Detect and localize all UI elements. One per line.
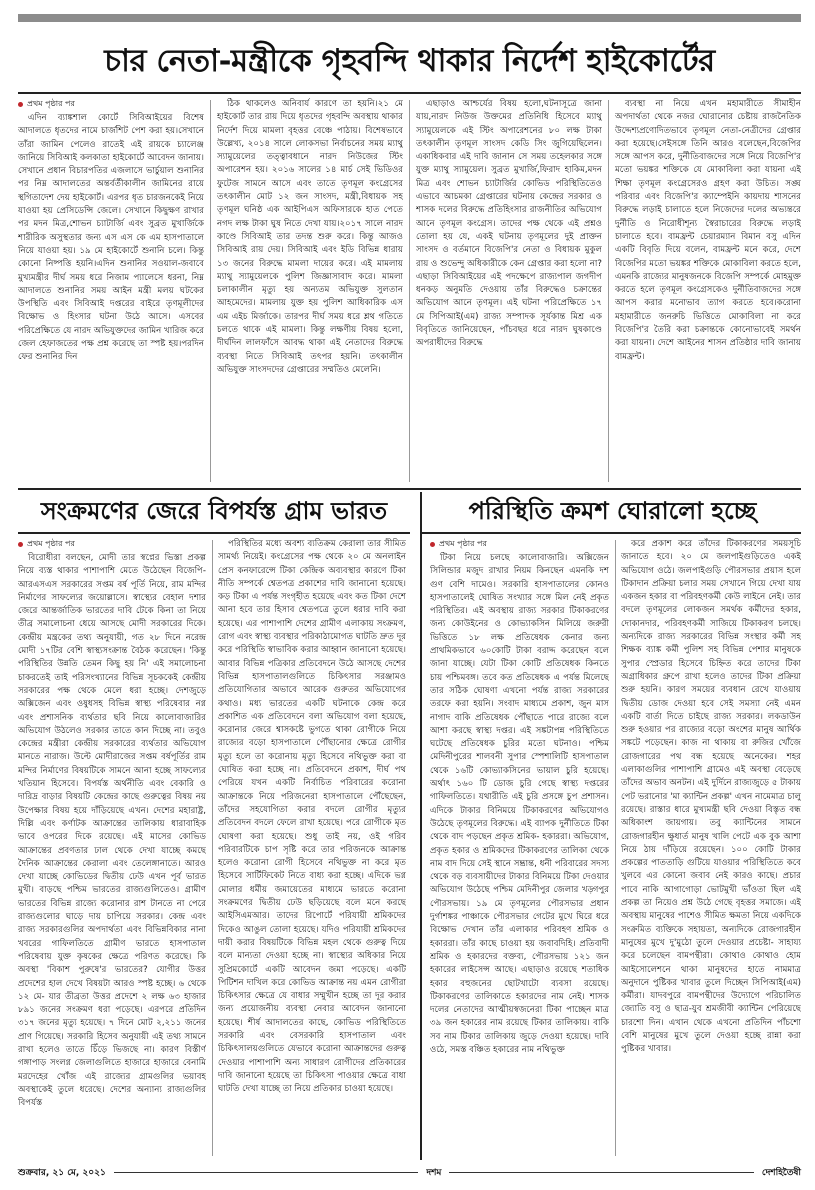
column-divider [409, 100, 410, 482]
top-gray-bar [18, 14, 801, 22]
right-story-headline: পরিস্থিতি ক্রমশ ঘোরালো হচ্ছে [468, 496, 757, 525]
left-headline-rule [18, 532, 410, 534]
left-story-column [218, 538, 406, 1158]
column-text: বিরোধীরা বলছেন, মোদী তার স্বপ্নের ভিস্তা প্রকল্প নিয়ে ব্যস্ত থাকার পাশাপাশি মেতে উঠেছেন বিজেপি-আরএসএস সরকারের সপ্তম বর্ষ পূর্তি নিয়ে, রাম মন্দির নির্মাণের সাফল্যের জয়োল্লাসে। স্বাস্থ্যের বেহাল দশার জেরে আন্তর্জাতিক ভারতের দাবি টেকে কিনা তা নিয়ে তীব্র সমালোচনা ধেয়ে আসছে মোদী সরকারের দিকে। কেন্দ্রীয় মন্ত্রকের তথ্য অনুযায়ী, গত ২৮ দিনে নরেন্দ্র মোদী ১৭টির বেশি স্বাস্থ্যসংক্রান্ত বৈঠক করেছেন। 'কিন্তু পরিস্থিতির উন্নতি তেমন কিছু হয় নি' এই সমালোচনা চাকরতেই তাই পরিসংখ্যানের বিভিন্ন সূচককেই কেন্দ্রীয় সরকারের পক্ষ থেকে মেলে ধরা হচ্ছে। দেশজুড়ে অক্সিজেন এবং ওষুধসহ বিভিন্ন স্বাস্থ্য পরিষেবার নগ্ন এবং প্রশাসনিক ব্যর্থতার ছবি নিয়ে কালোবাজারির অভিযোগ উঠলেও সরকার তাতে কান দিচ্ছে না। তবুও কেন্দ্রের মন্ত্রীরা কেন্দ্রীয় সরকারের ব্যর্থতার অভিযোগ মানতে নারাজ। উল্টে মোদীরাজের সপ্তম বর্ষপূর্তির রাম মন্দির নির্মাণের বিষয়টিকে সামনে আনা হচ্ছে সাফল্যের খতিয়ান হিসেবে। বিপর্যস্ত অর্থনীতি এবং বেকারি ও দারিদ্র বাড়ার বিষয়টি কেন্দ্রের কাছে গুরুত্বের বিষয় নয় উপেক্ষার বিষয় হয়ে দাঁড়িয়েছে এখন। দেশের মহারাষ্ট্র, দিল্লি এবং কর্ণাটক আক্রান্তের তালিকায় ধারাবাহিক ভাবে ওপরের দিকে রয়েছে। এই মাসের কোভিড আক্রান্তের প্রবণতার ঢাল থেকে দেখা যাচ্ছে কমছে দৈনিক আক্রান্তের কেরালা এবং তেলেঙ্গানাতে। আরও দেখা যাচ্ছে কোভিডের দ্বিতীয় ঢেউ এখন পূর্ব ভারত মুখী। বাড়ছে পশ্চিম ভারতের রাজ্যগুলিতেও। গ্রামীণ ভারতের বিভিন্ন রাজ্যে করোনার রাশ টানতে না পেরে রাজ্যগুলোর ঘাড়ে দায় চাপিয়ে সরকার। কেন্দ্র এবং রাজ্য সরকারগুলির অপদার্থতা এবং বিভিন্নবিকার নানা খবরের গাফিলতিতে গ্রামীণ ভারতে হাসপাতাল পরিষেবায় যুক্ত কৃষকের ক্ষেত্রে পরিণত করেছে। কি অবস্থা 'বিকাশ পুরুষে'র ভারতের? যোগীর উত্তর প্রদেশের হাল দেখে বিষয়টা আরও স্পষ্ট হচ্ছে। ৬ থেকে ১২ মে- যার তীব্রতা উত্তর প্রদেশে ২ লক্ষ ৬৩ হাজার ৮৯১ জনের সংক্রমণ ধরা পড়েছে। এরপরে প্রতিদিন ৩১৭ জনের মৃত্যু হয়েছে। ৭ দিনে মোট ২,২১১ জনের প্রাণ গিয়েছে। সরকারি হিসেব অনুযায়ী এই তথ্য সামনে রাখা হলেও তাতে চিঁড়ে ভিজছে না। কারণ বিস্তীর্ণ গঙ্গাপাড় সংলগ্ন জেলাগুলিতে হাজারে হাজারে বেনামি মরদেহের খোঁজ এই রাজ্যের গ্রামগুলির ভয়াবহ অবস্থাকেই তুলে ধরেছে। দেশের অন্যান্য রাজ্যগুলির বিপর্যস্ত [18, 553, 206, 1109]
right-story-column [621, 538, 801, 1158]
bullet-icon [18, 102, 23, 107]
left-story-column [18, 538, 206, 1158]
continued-marker: প্রথম পৃষ্ঠার পর [430, 538, 609, 550]
column-text: টিকা নিয়ে চলছে কালোবাজারি। অক্সিজেন সিলিন্ডার মজুদ রাখার নিয়ম কিনছেন এমনকি দশ গুণ বেশি দামেও। সরকারি হাসপাতালের কোনও হাসপাতালেই ঘোষিত সংখ্যার সঙ্গে মিল নেই প্রকৃত পরিস্থিতির। এই অবস্থায় রাজ্য সরকার টিকাকরণের জন্য কোউইনের ও কোভ্যাকসিন মিলিয়ে জরুরী ভিত্তিতে ১৮ লক্ষ প্রতিষেধক কেনার জন্য প্রাথমিকভাবে ৬০কোটি টাকা বরাদ্দ করেছেন বলে জানা যাচ্ছে। যেটা টিকা কোটি প্রতিষেধক কিনতে চায় পশ্চিমবঙ্গ। তবে কত প্রতিষেধক এ পর্যন্ত মিলেছে তার সঠিক ঘোষণা এখনো পর্যন্ত রাজ্য সরকারের তরফে করা হয়নি। সংবাদ মাধ্যমে প্রকাশ, জুন মাস নাগাদ বাকি প্রতিষেধক পৌঁছাতে পারে রাজ্যে বলে আশা করছে স্বাস্থ্য দপ্তর। এই সঙ্কটাপন্ন পরিস্থিতিতে ঘটেছে প্রতিষেধক চুরির মতো ঘটনাও। পশ্চিম মেদিনীপুরের শালবনী সুপার স্পেশালিটি হাসপাতাল থেকে ১৬টি কোভ্যাকসিনের ভায়াল চুরি হয়েছে। অর্থাৎ ১৬০ টি ডোজ চুরি গেছে স্বাস্থ্য দপ্তরের গাফিলতিতে। যথারীতি এই চুরি প্রসঙ্গে চুপ প্রশাসন। এদিকে টাকার বিনিময়ে টিকাকরণের অভিযোগও উঠেছে তৃণমূলের বিরুদ্ধে। এই ব্যাপক দুর্নীতিতে টিকা থেকে বাদ পড়ছেন প্রকৃত শ্রমিক- হকাররা। অভিযোগ, প্রকৃত হকার ও শ্রমিকদের টিকাকরণের তালিকা থেকে নাম বাদ দিয়ে সেই স্থানে সম্ভ্রান্ত, ধনী পরিবারের সদস্য থেকে বড় ব্যবসায়ীদের টাকার বিনিময়ে টিকা দেওয়ার অভিযোগ উঠেছে পশ্চিম মেদিনীপুর জেলার খড়্গপুর পৌরসভায়। ১৯ মে তৃণমূলের পৌরসভার প্রধান দুর্গাশঙ্কর পাঞ্চাকে পৌরসভার গেটের মুখে ঘিরে ধরে বিক্ষোভ দেখান তাঁর এলাকার পরিবহণ শ্রমিক ও হকাররা। তাঁর কাছে চাওয়া হয় জবাবদিহি। প্রতিবাদী শ্রমিক ও হকারদের বক্তব্য, পৌরসভায় ১২১ জন হকারের লাইসেন্স আছে। এছাড়াও রয়েছে শতাধিক হকার বহুজনের ছোটখাটো ব্যবসা রয়েছে। টিকাকরণের তালিকাতে হকারদের নাম নেই। শাসক দলের নেতাদের আত্মীয়স্বজনেরা টিকা পাচ্ছেন মাত্র ৩৯ জন হকারের নাম রয়েছে টিকার তালিকায়। বাকি সব নাম টিকার তালিকায় জুড়ে দেওয়া হয়েছে। দাবি ওঠে, সমস্ত বঞ্চিত হকারের নাম নথিভুক্ত [430, 553, 609, 1055]
footer-date: শুক্রবার, ২১ মে, ২০২১ [18, 1167, 106, 1178]
column-text: করে প্রকাশ করে তাঁদের টিকাকরণের সময়সূচি জানাতে হবে। ২০ মে জলপাইগুড়িতেও একই অভিযোগ ওঠে। জলপাইগুড়ি পৌরসভার প্রয়াস হলে টিকাদান প্রক্রিয়া চলার সময় সেখানে গিয়ে দেখা যায় একজন হকার বা পরিবহণকর্মী কেউ লাইনে নেই। তার বদলে তৃণমূলের লোকজন সমর্থক কর্মীদের হকার, দোকানদার, পরিবহণকর্মী সাজিয়ে টিকাকরণ চলছে। অন্যদিকে রাজ্য সরকারের বিভিন্ন সংস্থার কর্মী সহ শিক্ষক ব্যাঙ্ক কর্মী পুলিশ সহ বিভিন্ন পেশার মানুষকে সুপার স্প্রেডার হিসেবে চিহ্নিত করে তাদের টিকা অগ্রাধিকার গ্রুপে রাখা হলেও তাদের টিকা প্রক্রিয়া শুরু হয়নি। কারণ সময়ের ব্যবধান রেখে যাওয়ায় দ্বিতীয় ডোজ দেওয়া হবে সেই সমস্যা নেই এমন একটি বার্তা দিতে চাইছে রাজ্য সরকার। লকডাউন শুরু হওয়ার পর রাজ্যের বড়ো অংশের মানুষ আর্থিক সঙ্কটে পড়েছেন। কাজ না থাকায় বা রুজির খোঁজে রোজগারের পথ বন্ধ হয়েছে অনেকের। শহর এলাকাগুলির পাশাপাশি গ্রামেও এই অবস্থা বেড়েছে তাঁদের অভাব অনটন। এই দুর্দিনে রাজ্যজুড়ে ৫ টাকায় পেট ভরানোর 'মা ক্যান্টিন প্রকল্প' এখন নামেমাত্র চালু রয়েছে। রাস্তার ধারে মুখ্যমন্ত্রী ছবি দেওয়া বিস্তৃত বন্ধ অধিকাংশ জায়গায়। তবু ক্যান্টিনের সামনে রোজগারহীন ক্ষুধার্ত মানুষ খালি পেটে এক বুক আশা নিয়ে ঠায় দাঁড়িয়ে রয়েছেন। ১০০ কোটি টাকার প্রকল্পের পাততাড়ি গুটিয়ে যাওয়ার পরিস্থিতিতে কবে খুলবে এর কোনো জবাব নেই কারও কাছে। প্রচার পাবে নাকি আগাগোড়া ভোটমুখী ভাঁওতা ছিল এই প্রকল্প তা নিয়েও প্রশ্ন উঠে গেছে বৃহত্তর সমাজে। এই অবস্থায় মানুষের পাশেও সীমিত ক্ষমতা নিয়ে একদিকে সংক্রমিত ব্যক্তিকে সহায়তা, অন্যদিকে রোজগারহীন মানুষের মুখে দু'মুঠো তুলে দেওয়ার প্রচেষ্টা- সাহায্য করে চলেছেন বামপন্থীরা। কোথাও কোথাও হোম আইসোলেশনে থাকা মানুষদের হাতে নামমাত্র অনুদানে পুষ্টিকর খাবার তুলে দিচ্ছেন সিপিআই(এম) কর্মীরা। যাদবপুরে বামপন্থীদের উদ্যোগে পরিচালিত জ্যোতি বসু ও ছাত্র-যুব শ্রমজীবী ক্যান্টিন পেরিয়েছে চারশো দিন। এখান থেকে এখনো প্রতিদিন পাঁচশো বেশি মানুষের মুখে তুলে দেওয়া হচ্ছে রান্না করা পুষ্টিকর খাবার। [621, 539, 801, 1055]
bullet-icon [18, 542, 23, 547]
footer-rule [449, 1172, 754, 1173]
page-footer [18, 1164, 801, 1180]
headline-rule [18, 92, 801, 94]
column-text: ব্যবস্থা না নিয়ে এখন মহামারীতে সীমাহীন অপদার্থতা থেকে নজর ঘোরানোর চেষ্টায় রাজনৈতিক উদ্দেশ্যপ্রণোদিতভাবে তৃণমূল নেতা-নেত্রীদের গ্রেপ্তার করা হয়েছে।সেইসঙ্গে তিনি আরও বলেছেন,বিজেপির সঙ্গে আপস করে, দুর্নীতিবাজদের সঙ্গে নিয়ে বিজেপি'র মতো ভয়ঙ্কর শক্তিকে যে মোকাবিলা করা যায়না এই শিক্ষা তৃণমূল কংগ্রেসেরও গ্রহণ করা উচিত। সঙ্ঘ পরিবার এবং বিজেপি'র ক্যাম্পেইনি কায়দায় শাসনের বিরুদ্ধে লড়াই চালাতে হলে নিজেদের দলের অভ্যন্তরে দুর্নীতি ও নিরোধীশূন্য স্বৈরাচারের বিরুদ্ধে লড়াই চালাতে হবে। বামফ্রন্ট চেয়ারম্যান বিমান বসু এদিন একটি বিবৃতি দিয়ে বলেন, বামফ্রন্ট মনে করে, দেশে বিজেপির মতো ভয়ঙ্কর শক্তিকে মোকাবিলা করতে হলে, এমনকি রাজ্যের মানুষজনকে বিজেপি সম্পর্কে মোহমুক্ত করতে হলে তৃণমূল কংগ্রেসকেও দুর্নীতিবাজদের সঙ্গে আপস করার মনোভাব ত্যাগ করতে হবে।করোনা মহামারীতে জনরুচি ভিত্তিতে মোকাবিলা না করে বিজেপি'র তৈরি করা চক্রান্তকে কোনোভাবেই সমর্থন করা যায়না। দেশে আইনের শাসন প্রতিষ্ঠার দাবি জানায় বামফ্রন্ট। [615, 99, 801, 362]
column-text: এদিন ব্যাঙ্কশাল কোর্টে সিবিআইয়ের বিশেষ আদালতে ধৃতদের নামে চার্জশিট পেশ করা হয়।সেখানে তাঁরা জামিন পেলেও রাতেই এই রায়কে চ্যালেঞ্জ জানিয়ে সিবিআই কলকাতা হাইকোর্টে আবেদন জানায়।সেখানে প্রধান বিচারপতির এজলাসে ভার্চুয়াল শুনানির পর নিম্ন আদালতের অন্তর্বর্তীকালীন জামিনের রায়ে স্থগিতাদেশ দেয় হাইকোর্ট। এরপর ধৃত চারজনকেই নিয়ে যাওয়া হয় প্রেসিডেন্সি জেলে। সেখানে কিছুক্ষণ রাখার পর মদন মিত্র,শোভন চ্যাটার্জি এবং সুব্রত মুখার্জিকে শারীরিক অসুস্থতার জন্য এস এস কে এম হাসপাতালে নিয়ে যাওয়া হয়। ১৯ মে হাইকোর্টে শুনানি চলে। কিন্তু কোনো নিষ্পত্তি হয়নি।এদিন শুনানির সওয়াল-জবাবে মুখ্যমন্ত্রীর দীর্ঘ সময় ধরে নিজাম প্যালেসে ধরনা, নিম্ন আদালতে শুনানির সময় আইন মন্ত্রী মলয় ঘটকের উপস্থিতি এবং সিবিআই দপ্তরের বাইরে তৃণমূলীদের বিক্ষোভ ও হিংসার ঘটনা উঠে আসে। এসবের পরিপ্রেক্ষিতে যে নারদ অভিযুক্তদের জামিন খারিজ করে জেল হেফাজতের পক্ষ প্রশ্ন করেছে তা স্পষ্ট হয়।পরদিন ফের শুনানির দিন [18, 113, 204, 363]
bullet-icon [430, 542, 435, 547]
right-headline-rule [420, 532, 801, 534]
top-story-column [18, 98, 204, 484]
left-story-body [18, 538, 410, 1158]
footer-paper-name: দেশহিতৈষী [761, 1167, 801, 1178]
newspaper-page [18, 14, 801, 1179]
column-text: পরিস্থিতির মধ্যে অবশ্য ব্যতিক্রম কেরালা তার সীমিত সামর্থ্য নিয়েই। কংগ্রেসের পক্ষ থেকে ২০ মে অনলাইন প্রেস কনফারেন্সে টিকা কেন্দ্রিক অব্যবস্থার কারণে টিকা নীতি সম্পর্কে শ্বেতপত্র প্রকাশের দাবি জানানো হয়েছে। কড় টিকা এ পর্যন্ত সংগৃহীত হয়েছে এবং কত টিকা দেশে আনা হবে তার হিসাব শ্বেতপত্রে তুলে ধরার দাবি করা হয়েছে। এর পাশাপাশি দেশের গ্রামীণ এলাকায় সংক্রমণ, রোগ এবং স্বাস্থ্য ব্যবস্থার পরিকাঠামোগত ঘাটতি দ্রুত দূর করে পরিস্থিতি স্বাভাবিক করার আহ্বান জানানো হয়েছে। আবার বিভিন্ন পত্রিকার প্রতিবেদনে উঠে আসছে দেশের বিভিন্ন হাসপাতালগুলিতে চিকিৎসার সরঞ্জামও প্রতিযোগিতার অভাবে আরেক গুরুতর অভিযোগের কথাও। মধ্য ভারতের একটি ঘটনাকে কেন্দ্র করে প্রকাশিত এক প্রতিবেদনে বলা অভিযোগ বলা হয়েছে, করোনার জেরে শ্বাসকষ্টে ভুগতে থাকা রোগীকে নিয়ে রাজ্যের বড়ো হাসপাতালে পৌঁছানোর ক্ষেত্রে রোগীর মৃত্যু হলে তা করোনায় মৃত্যু হিসেবে নথিভুক্ত করা বা ঘোষিত করা হচ্ছে না। প্রতিবেদনে প্রকাশ, দীর্ঘ পথ পেরিয়ে যখন একটি নির্বাচিত পরিবারের করোনা আক্রান্তকে নিয়ে পরিজনেরা হাসপাতালে পৌঁছেছেন, তাঁদের সহযোগিতা করার বদলে রোগীর মৃত্যুর প্রতিবেদন বদলে ফেলে রাখা হয়েছে। পরে রোগীকে মৃত ঘোষণা করা হয়েছে। শুধু তাই নয়, ওই গরিব পরিবারটিকে চাপ সৃষ্টি করে তার পরিজনকে আক্রান্ত হলেও করোনা রোগী হিসেবে নথিভুক্ত না করে মৃত হিসেবে সার্টিফিকেট নিতে বাধ্য করা হচ্ছে। এদিকে ভগ্ন মোলার ধর্মীয় জমায়েতের মাধ্যমে ভারতে করোনা সংক্রমণের দ্বিতীয় ঢেউ ছড়িয়েছে বলে মনে করছে আইসিএমআর। তাদের রিপোর্টে পরিযায়ী শ্রমিকদের দিকেও আঙুল তোলা হয়েছে। যদিও পরিযায়ী শ্রমিকদের দায়ী করার বিষয়টিকে বিভিন্ন মহল থেকে গুরুত্ব দিয়ে বলে মান্যতা দেওয়া হচ্ছে না। স্বাস্থ্যের অধিকার নিয়ে সুপ্রিমকোর্টে একটি আবেদন জমা পড়েছে। একটি পিটিশন দাখিল করে কোভিড আক্রান্ত নয় এমন রোগীরা চিকিৎসার ক্ষেত্রে যে বাধার সম্মুখীন হচ্ছে তা দূর করার জন্য প্রয়োজনীয় ব্যবস্থা নেবার আবেদন জানানো হয়েছে। শীর্ষ আদালতের কাছে, কোভিড পরিস্থিতিতে সরকারি এবং বেসরকারি হাসপাতাল এবং চিকিৎসালয়গুলিতে যেভাবে করোনা আক্রান্তদের গুরুত্ব দেওয়ার পাশাপাশি অন্য সাধারণ রোগীদের প্রতিকারের দাবি জানানো হয়েছে তা চিকিৎসা পাওয়ার ক্ষেত্রে বাধা ঘাটতি দেখা যাচ্ছে তা নিয়ে প্রতিকার চাওয়া হয়েছে। [218, 539, 406, 1095]
column-divider [615, 540, 616, 1156]
column-divider [608, 100, 609, 482]
top-story-column [217, 98, 403, 484]
continued-marker: প্রথম পৃষ্ঠার পর [18, 98, 204, 110]
top-story-headline: চার নেতা-মন্ত্রীকে গৃহবন্দি থাকার নির্দেশ হাইকোর্টের [104, 43, 715, 79]
column-divider [212, 540, 213, 1156]
footer-page-number: দশম [426, 1167, 442, 1178]
top-story-column [416, 98, 602, 484]
section-rule [18, 488, 801, 490]
right-story-column [430, 538, 609, 1158]
column-text: ঠিক থাকলেও অনিবার্য কারণে তা হয়নি।২১ মে হাইকোর্ট তার রায় দিয়ে ধৃতদের গৃহবন্দি অবস্থায় থাকার নির্দেশ দিয়ে মামলা বৃহত্তর বেঞ্চে পাঠায়। বিশেষভাবে উল্লেখ্য, ২০১৪ সালে লোকসভা নির্বাচনের সময় ম্যাথু স্যামুয়েলের তত্ত্বাবধানে নারদ নিউজের স্টিং অপারেশন হয়। ২০১৬ সালের ১৪ মার্চ সেই ভিডিওর ফুটেজ সামনে আসে এবং তাতে তৃণমূল কংগ্রেসের তৎকালীন মোট ১২ জন সাংসদ, মন্ত্রী,বিধায়ক সহ তৃণমূল ঘনিষ্ঠ এক আইপিএস অফিসারকে হাত পেতে নগদ লক্ষ টাকা ঘুষ নিতে দেখা যায়।২০১৭ সালে নারদ কাণ্ডে সিবিআই তার তদন্ত শুরু করে। কিন্তু আজও সিবিআই রায় দেয়। সিবিআই এবং ইডি বিভিন্ন ধারায় ১৩ জনের বিরুদ্ধে মামলা দায়ের করে। এই মামলায় ম্যাথু স্যামুয়েলকে পুলিশ জিজ্ঞাসাবাদ করে। মামলা চলাকালীন মৃত্যু হয় অন্যতম অভিযুক্ত সুলতান আহমেদের। মামলায় যুক্ত হয় পুলিশ আধিকারিক এস এম এইচ মির্জাকে। তারপর দীর্ঘ সময় ধরে শ্লথ গতিতে চলতে থাকে এই মামলা। কিন্তু লক্ষণীয় বিষয় হলো, দীর্ঘদিন লালফাঁসে আবদ্ধ থাকা এই নেতাদের বিরুদ্ধে ব্যবস্থা নিতে সিবিআই তৎপর হয়নি। তৎকালীন অভিযুক্ত সাংসদদের গ্রেপ্তারের সম্মতিও মেলেনি। [217, 99, 403, 375]
column-divider [210, 100, 211, 482]
top-story-column [615, 98, 801, 484]
right-box-border [420, 492, 422, 1160]
column-text: এছাড়াও আশ্চর্যের বিষয় হলো,ঘটনাসূত্রে জানা যায়,নারদ নিউজ উক্তমের প্রতিনিধি হিসেবে ম্যাথু স্যামুয়েলকে এই স্টিং অপারেশনের ৮০ লক্ষ টাকা তৎকালীন তৃণমূল সাংসদ কেডি সিং জুগিয়েছিলেন।একাধিকবার এই দাবি জানান সে সময় তহেলকার সঙ্গে যুক্ত ম্যাথু স্যামুয়েল। সুব্রত মুখার্জি,ফিরাদ হাকিম,মদন মিত্র এবং শোভন চ্যাটার্জির কোভিড পরিস্থিতিতেও এভাবে আচমকা গ্রেপ্তারের ঘটনায় কেন্দ্রের সরকার ও শাসক দলের বিরুদ্ধে প্রতিহিংসার রাজনীতির অভিযোগ আনে তৃণমূল কংগ্রেস। তাদের পক্ষ থেকে এই প্রশ্নও তোলা হয় যে, একই ঘটনায় তৃণমূলের দুই প্রাক্তন সাংসদ ও বর্তমানে বিজেপি'র নেতা ও বিধায়ক মুকুল রায় ও শুভেন্দু অধিকারীকে কেন গ্রেপ্তার করা হলো না? এছাড়া সিবিআইয়ের এই পদক্ষেপে রাজ্যপাল জগদীপ ধনকড় অনুমতি দেওয়ায় তাঁর বিরুদ্ধেও চক্রান্তের অভিযোগ আনে তৃণমূল। এই ঘটনা পরিপ্রেক্ষিতে ১৭ মে সিপিআই(এম) রাজ্য সম্পাদক সূর্যকান্ত মিশ্র এক বিবৃতিতে জানিয়েছেন, পাঁচবছর ধরে নারদ ঘুষকাণ্ডে অপরাধীদের বিরুদ্ধে [416, 99, 602, 349]
footer-rule [114, 1172, 419, 1173]
continued-marker: প্রথম পৃষ্ঠার পর [18, 538, 206, 550]
left-story-headline: সংক্রমণের জেরে বিপর্যস্ত গ্রাম ভারত [40, 496, 388, 525]
